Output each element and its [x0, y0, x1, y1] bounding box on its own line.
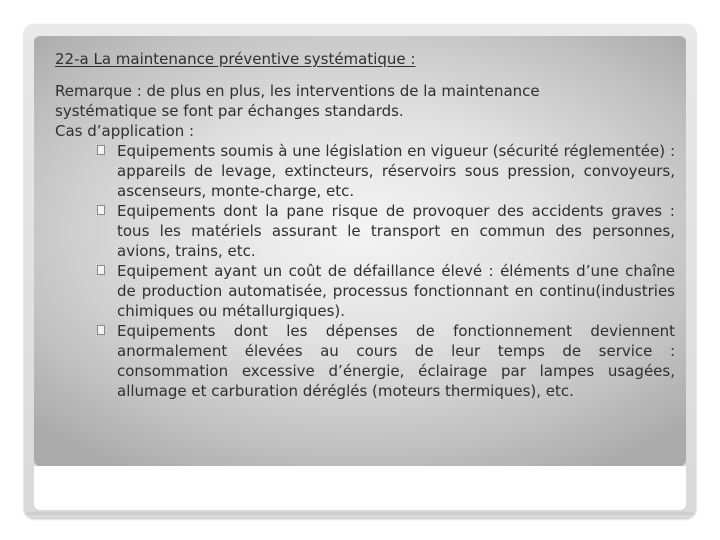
- bullet-text: Equipements soumis à une législation en vigueur (sécurité réglementée) : appareils de levage, extincteurs, réservoirs sous pression, convoyeurs, ascenseurs, monte-charge, etc.: [117, 142, 675, 200]
- square-bullet-icon: [97, 145, 105, 155]
- square-bullet-icon: [97, 265, 105, 275]
- bullet-item: [55, 261, 675, 321]
- slide-title: 22-a La maintenance préventive systématique :: [55, 50, 416, 68]
- bullet-item: [55, 141, 675, 201]
- square-bullet-icon: [97, 325, 105, 335]
- bullet-item: [55, 201, 675, 261]
- bullet-text: Equipement ayant un coût de défaillance élevé : éléments d’une chaîne de production automatisée, processus fonctionnant en continu(industries chimiques ou métallurgiques).: [117, 262, 675, 320]
- cases-heading: Cas d’application :: [55, 122, 195, 140]
- slide-body: [55, 49, 675, 401]
- bottom-divider: [26, 512, 694, 515]
- square-bullet-icon: [97, 205, 105, 215]
- remark-line-2: systématique se font par échanges standards.: [55, 102, 404, 120]
- bullet-item: [55, 321, 675, 401]
- remark-line-1: Remarque : de plus en plus, les interventions de la maintenance: [55, 82, 540, 100]
- bullet-text: Equipements dont les dépenses de fonctionnement deviennent anormalement élevées au cours de leur temps de service : consommation excessive d’énergie, éclairage par lampes usagées, allumage et carburation déréglés (moteurs thermiques), etc.: [117, 322, 675, 400]
- bullet-text: Equipements dont la pane risque de provoquer des accidents graves : tous les matériels assurant le transport en commun des personnes, avions, trains, etc.: [117, 202, 675, 260]
- slide-footer: [34, 466, 686, 510]
- application-bullet-list: [55, 141, 675, 401]
